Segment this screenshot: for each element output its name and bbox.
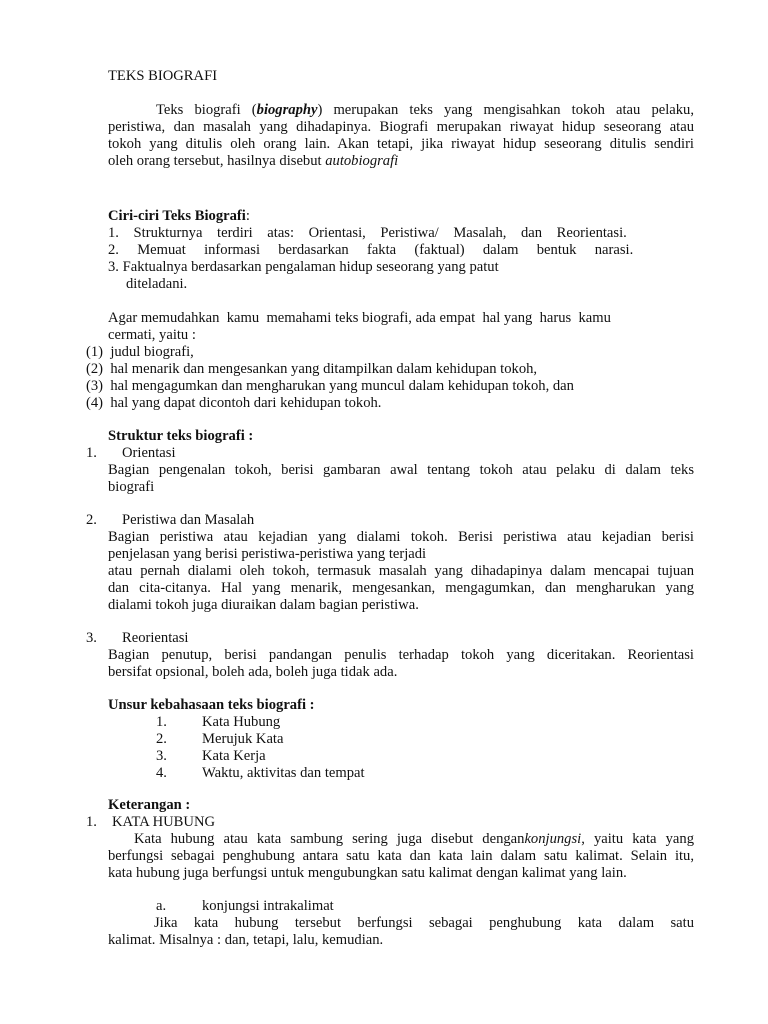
- konjungsi-a-title: konjungsi intrakalimat: [202, 898, 334, 914]
- agar-item-1: (1) judul biografi,: [86, 344, 194, 360]
- kata-hubung-number: 1.: [86, 814, 97, 830]
- unsur-item-4-label: Waktu, aktivitas dan tempat: [202, 765, 365, 781]
- ciri-item-2: 2. Memuat informasi berdasarkan fakta (faktual) dalam bentuk narasi.: [108, 242, 634, 258]
- struktur-3-title: Reorientasi: [122, 630, 189, 646]
- agar-item-4: (4) hal yang dapat dicontoh dari kehidupan tokoh.: [86, 395, 382, 411]
- ciri-item-3-cont: diteladani.: [126, 276, 188, 292]
- unsur-item-3-label: Kata Kerja: [202, 748, 266, 764]
- struktur-heading: Struktur teks biografi :: [108, 428, 254, 444]
- unsur-item-4-number: 4.: [156, 765, 167, 781]
- struktur-2-line-5: dialami tokoh juga diuraikan dalam bagian peristiwa.: [108, 597, 419, 613]
- struktur-2-line-2: penjelasan yang berisi peristiwa-peristiwa yang terjadi: [108, 546, 427, 562]
- struktur-1-title: Orientasi: [122, 445, 176, 461]
- kata-hubung-line-2: berfungsi sebagai penghubung antara satu kata dan kata lain dalam satu kalimat. Selain itu,: [108, 848, 694, 864]
- intro-line-4: oleh orang tersebut, hasilnya disebut autobiografi: [108, 153, 399, 169]
- konjungsi-a-letter: a.: [156, 898, 167, 914]
- intro-line-2: peristiwa, dan masalah yang dihadapinya. Biografi merupakan riwayat hidup seseorang atau: [108, 119, 694, 135]
- intro-line-1: Teks biografi (biography) merupakan teks yang mengisahkan tokoh atau pelaku,: [156, 102, 694, 118]
- unsur-item-2-label: Merujuk Kata: [202, 731, 284, 747]
- unsur-item-3-number: 3.: [156, 748, 167, 764]
- unsur-item-1-number: 1.: [156, 714, 167, 730]
- unsur-item-2-number: 2.: [156, 731, 167, 747]
- struktur-3-line-2: bersifat opsional, boleh ada, boleh juga tidak ada.: [108, 664, 398, 680]
- struktur-2-line-1: Bagian peristiwa atau kejadian yang dialami tokoh. Berisi peristiwa atau kejadian berisi: [108, 529, 694, 545]
- unsur-item-1-label: Kata Hubung: [202, 714, 281, 730]
- agar-item-2: (2) hal menarik dan mengesankan yang ditampilkan dalam kehidupan tokoh,: [86, 361, 538, 377]
- struktur-2-title: Peristiwa dan Masalah: [122, 512, 255, 528]
- intro-line-3: tokoh yang ditulis oleh orang lain. Akan tetapi, jika riwayat hidup seseorang ditulis sendiri: [108, 136, 694, 152]
- kata-hubung-title: KATA HUBUNG: [112, 814, 216, 830]
- kata-hubung-line-1: Kata hubung atau kata sambung sering juga disebut dengankonjungsi, yaitu kata yang: [134, 831, 694, 847]
- ciri-item-1: 1. Strukturnya terdiri atas: Orientasi, Peristiwa/ Masalah, dan Reorientasi.: [108, 225, 627, 241]
- struktur-1-number: 1.: [86, 445, 97, 461]
- agar-line-1: Agar memudahkan kamu memahami teks biografi, ada empat hal yang harus kamu: [108, 310, 611, 326]
- struktur-2-line-4: dan cita-citanya. Hal yang menarik, mengesankan, mengagumkan, dan mengharukan yang: [108, 580, 694, 596]
- konjungsi-a-line-2: kalimat. Misalnya : dan, tetapi, lalu, kemudian.: [108, 932, 384, 948]
- unsur-heading: Unsur kebahasaan teks biografi :: [108, 697, 315, 713]
- document-title: TEKS BIOGRAFI: [108, 68, 218, 84]
- struktur-3-number: 3.: [86, 630, 97, 646]
- struktur-3-line-1: Bagian penutup, berisi pandangan penulis terhadap tokoh yang diceritakan. Reorientasi: [108, 647, 694, 663]
- struktur-1-line-1: Bagian pengenalan tokoh, berisi gambaran awal tentang tokoh atau pelaku di dalam teks: [108, 462, 694, 478]
- struktur-2-number: 2.: [86, 512, 97, 528]
- ciri-item-3: 3. Faktualnya berdasarkan pengalaman hidup seseorang yang patut: [108, 259, 499, 275]
- agar-item-3: (3) hal mengagumkan dan mengharukan yang muncul dalam kehidupan tokoh, dan: [86, 378, 574, 394]
- struktur-1-line-2: biografi: [108, 479, 155, 495]
- keterangan-heading: Keterangan :: [108, 797, 191, 813]
- agar-line-2: cermati, yaitu :: [108, 327, 196, 343]
- kata-hubung-line-3: kata hubung juga berfungsi untuk mengubungkan satu kalimat dengan kalimat yang lain.: [108, 865, 627, 881]
- konjungsi-a-line-1: Jika kata hubung tersebut berfungsi sebagai penghubung kata dalam satu: [154, 915, 694, 931]
- struktur-2-line-3: atau pernah dialami oleh tokoh, termasuk masalah yang dihadapinya dalam mencapai tujuan: [108, 563, 694, 579]
- ciri-heading: Ciri-ciri Teks Biografi:: [108, 208, 250, 224]
